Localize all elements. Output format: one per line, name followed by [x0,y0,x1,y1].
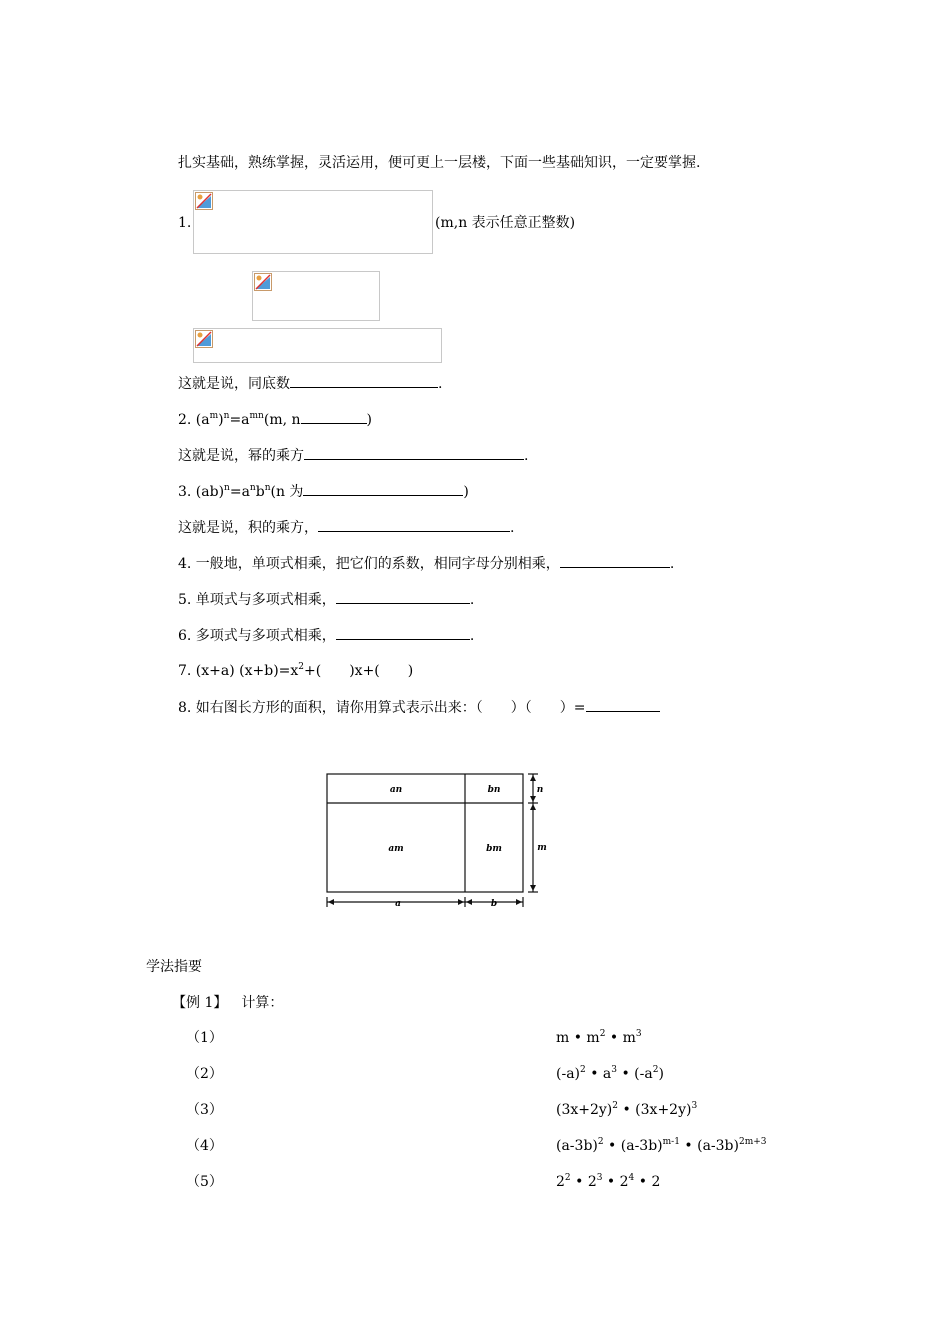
label-n: n [536,785,544,795]
answer-blank[interactable] [336,589,470,604]
answer-blank[interactable] [303,481,463,496]
answer-blank[interactable] [318,517,510,532]
example-heading [172,993,283,1013]
broken-image-icon [195,192,213,210]
problem-1-number: （1） [186,1030,223,1046]
formula-image-2 [252,271,380,321]
problem-5-number: （5） [186,1174,223,1190]
item3-line: 3. $(ab)^n=a^nb^n(n$ 为 ) [178,483,469,500]
problem-1-expression: m • $m^2$ • $m^3$ [556,1029,642,1046]
item1-note: (m,n 表示任意正整数) [435,215,576,231]
same-base-line: 这就是说，同底数 . [178,373,442,394]
formula-image-1 [193,190,433,254]
label-an: an [389,785,403,795]
item6-line: 6. 多项式与多项式相乘， . [178,625,474,646]
problem-4-number: （4） [186,1138,223,1154]
power-of-product-line: 这就是说，积的乘方， . [178,517,514,538]
intro-text: 扎实基础，熟练掌握，灵活运用，便可更上一层楼，下面一些基础知识，一定要掌握. [178,155,701,171]
label-a: a [395,899,401,909]
problem-2-expression: $(-a)^2$ • $a^3$ • $(-a^2)$ [556,1065,664,1082]
example-label: 【例 1】 [172,995,228,1011]
section-title: 学法指要 [146,959,202,975]
label-b: b [490,899,498,909]
item2-line: 2. $(a^m)^n=a^{mn}(m$, n ) [178,411,372,428]
item7-line: 7. (x+a) $(x+b)=x^2+$( )x+( ) [178,662,414,679]
problem-3-expression: $(3x+2y)^2$ • $(3x+2y)^3$ [556,1101,698,1118]
formula-image-3 [193,328,442,363]
label-am: am [388,844,404,854]
item5-line: 5. 单项式与多项式相乘， . [178,589,474,610]
power-of-power-line: 这就是说，幂的乘方 . [178,445,528,466]
answer-blank[interactable] [301,409,367,424]
label-m: m [537,843,547,853]
example-title: 计算： [241,995,284,1011]
problem-2-number: （2） [186,1066,223,1082]
same-base-text: 这就是说，同底数 [178,376,290,392]
broken-image-icon [254,273,272,291]
answer-blank[interactable] [304,445,524,460]
item8-line: 8. 如右图长方形的面积，请你用算式表示出来：（ ）（ ）= [178,697,660,718]
answer-blank[interactable] [586,697,660,712]
rectangle-area-diagram [318,768,548,914]
problem-3-number: （3） [186,1102,223,1118]
broken-image-icon [195,330,213,348]
answer-blank[interactable] [290,373,438,388]
label-bn: bn [487,785,501,795]
problem-4-expression: $(a-3b)^2$ • $(a-3b)^{m-1}$ • $(a-3b)^{2m+3}$ [556,1137,767,1154]
item4-line: 4. 一般地，单项式相乘，把它们的系数，相同字母分别相乘， . [178,553,674,574]
answer-blank[interactable] [560,553,670,568]
label-bm: bm [486,844,502,854]
answer-blank[interactable] [336,625,470,640]
item1-number: 1. [178,215,192,231]
problem-5-expression: $2^2$ • $2^3$ • $2^4$ • 2 [556,1173,661,1190]
